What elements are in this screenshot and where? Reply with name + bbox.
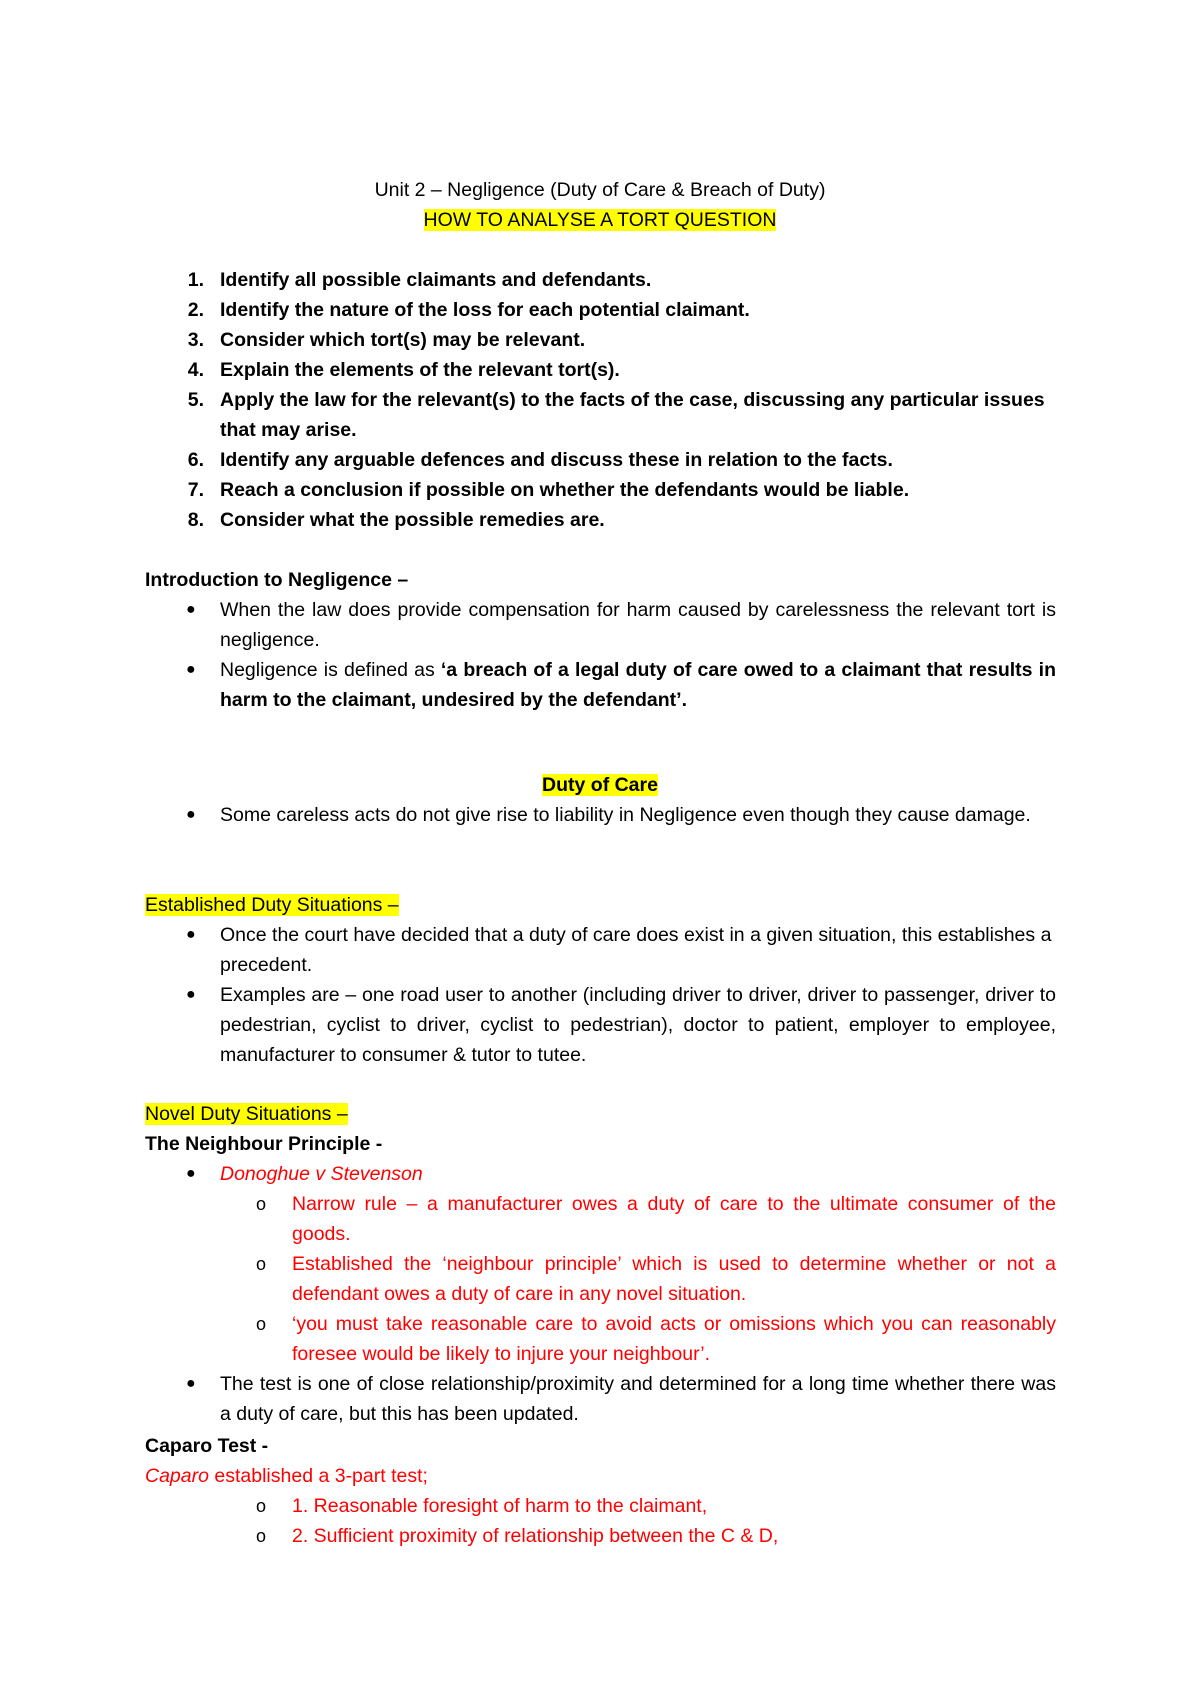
list-item: ● Negligence is defined as ‘a breach of a legal duty of care owed to a claimant that results in harm to the claimant, undesired by the defendant’. (0, 655, 1200, 715)
list-item: o Narrow rule – a manufacturer owes a duty of care to the ultimate consumer of the goods. (0, 1189, 1200, 1249)
list-item: ● Examples are – one road user to another (including driver to driver, driver to passenger, driver to pedestrian, cyclist to driver, cyclist to pedestrian), doctor to patient, employer to employee, manufacturer to consumer & tutor to tutee. (0, 980, 1200, 1070)
list-item: o Established the ‘neighbour principle’ which is used to determine whether or not a defendant owes a duty of care in any novel situation. (0, 1249, 1200, 1309)
established-heading: Established Duty Situations – (145, 894, 399, 916)
case-name: Donoghue v Stevenson (220, 1163, 423, 1185)
caparo-heading: Caparo Test - (145, 1435, 269, 1457)
list-item: 4. Explain the elements of the relevant tort(s). (187, 359, 620, 381)
list-item: 7. Reach a conclusion if possible on whether the defendants would be liable. (187, 479, 910, 501)
list-item: 3. Consider which tort(s) may be relevant. (187, 329, 586, 351)
bullet-icon: ● (186, 926, 196, 943)
list-item: ● When the law does provide compensation for harm caused by carelessness the relevant tort is negligence. (0, 595, 1200, 655)
circle-bullet-icon: o (256, 1254, 267, 1274)
list-item: ● Some careless acts do not give rise to liability in Negligence even though they cause damage. (0, 800, 1200, 830)
list-item: 6. Identify any arguable defences and discuss these in relation to the facts. (187, 449, 893, 471)
established-section (0, 890, 1200, 1070)
steps-list (0, 265, 1200, 535)
list-item: o 2. Sufficient proximity of relationship between the C & D, (0, 1521, 1200, 1551)
intro-heading: Introduction to Negligence – (145, 569, 409, 591)
list-item (0, 1159, 1200, 1189)
duty-section (0, 770, 1200, 830)
list-item: 8. Consider what the possible remedies are. (187, 509, 605, 531)
list-item: ● Once the court have decided that a duty of care does exist in a given situation, this establishes a precedent. (0, 920, 1200, 980)
circle-bullet-icon: o (256, 1496, 267, 1516)
bullet-icon: ● (186, 661, 196, 678)
bullet-icon: ● (186, 601, 196, 618)
bullet-icon: ● (186, 1165, 196, 1182)
page-subtitle: HOW TO ANALYSE A TORT QUESTION (423, 209, 777, 231)
circle-bullet-icon: o (256, 1526, 267, 1546)
list-item: o ‘you must take reasonable care to avoid acts or omissions which you can reasonably foresee would be likely to injure your neighbour’. (0, 1309, 1200, 1369)
title-block (0, 175, 1200, 235)
caparo-section: Caparo Test - Caparo established a 3-part test; o 1. Reasonable foresight of harm to the claimant, o 2. Sufficient proximity of relationship between the C & D, (0, 1431, 1200, 1551)
bullet-icon: ● (186, 806, 196, 823)
list-item: ● The test is one of close relationship/proximity and determined for a long time whether there was a duty of care, but this has been updated. (0, 1369, 1200, 1429)
list-item: 2. Identify the nature of the loss for each potential claimant. (187, 299, 750, 321)
list-item: 1. Identify all possible claimants and defendants. (187, 269, 652, 291)
duty-heading: Duty of Care (542, 774, 658, 796)
bullet-icon: ● (186, 986, 196, 1003)
neighbour-heading: The Neighbour Principle - (145, 1133, 383, 1155)
page-title: Unit 2 – Negligence (Duty of Care & Breach of Duty) (374, 179, 826, 201)
circle-bullet-icon: o (256, 1194, 267, 1214)
intro-section (0, 565, 1200, 715)
case-name: Caparo (145, 1465, 209, 1487)
list-item: o 1. Reasonable foresight of harm to the claimant, (0, 1491, 1200, 1521)
bullet-icon: ● (186, 1375, 196, 1392)
novel-section (0, 1099, 1200, 1429)
circle-bullet-icon: o (256, 1314, 267, 1334)
novel-heading: Novel Duty Situations – (145, 1103, 348, 1125)
list-item: 5. Apply the law for the relevant(s) to the facts of the case, discussing any particular issues that may arise. (187, 389, 1045, 441)
